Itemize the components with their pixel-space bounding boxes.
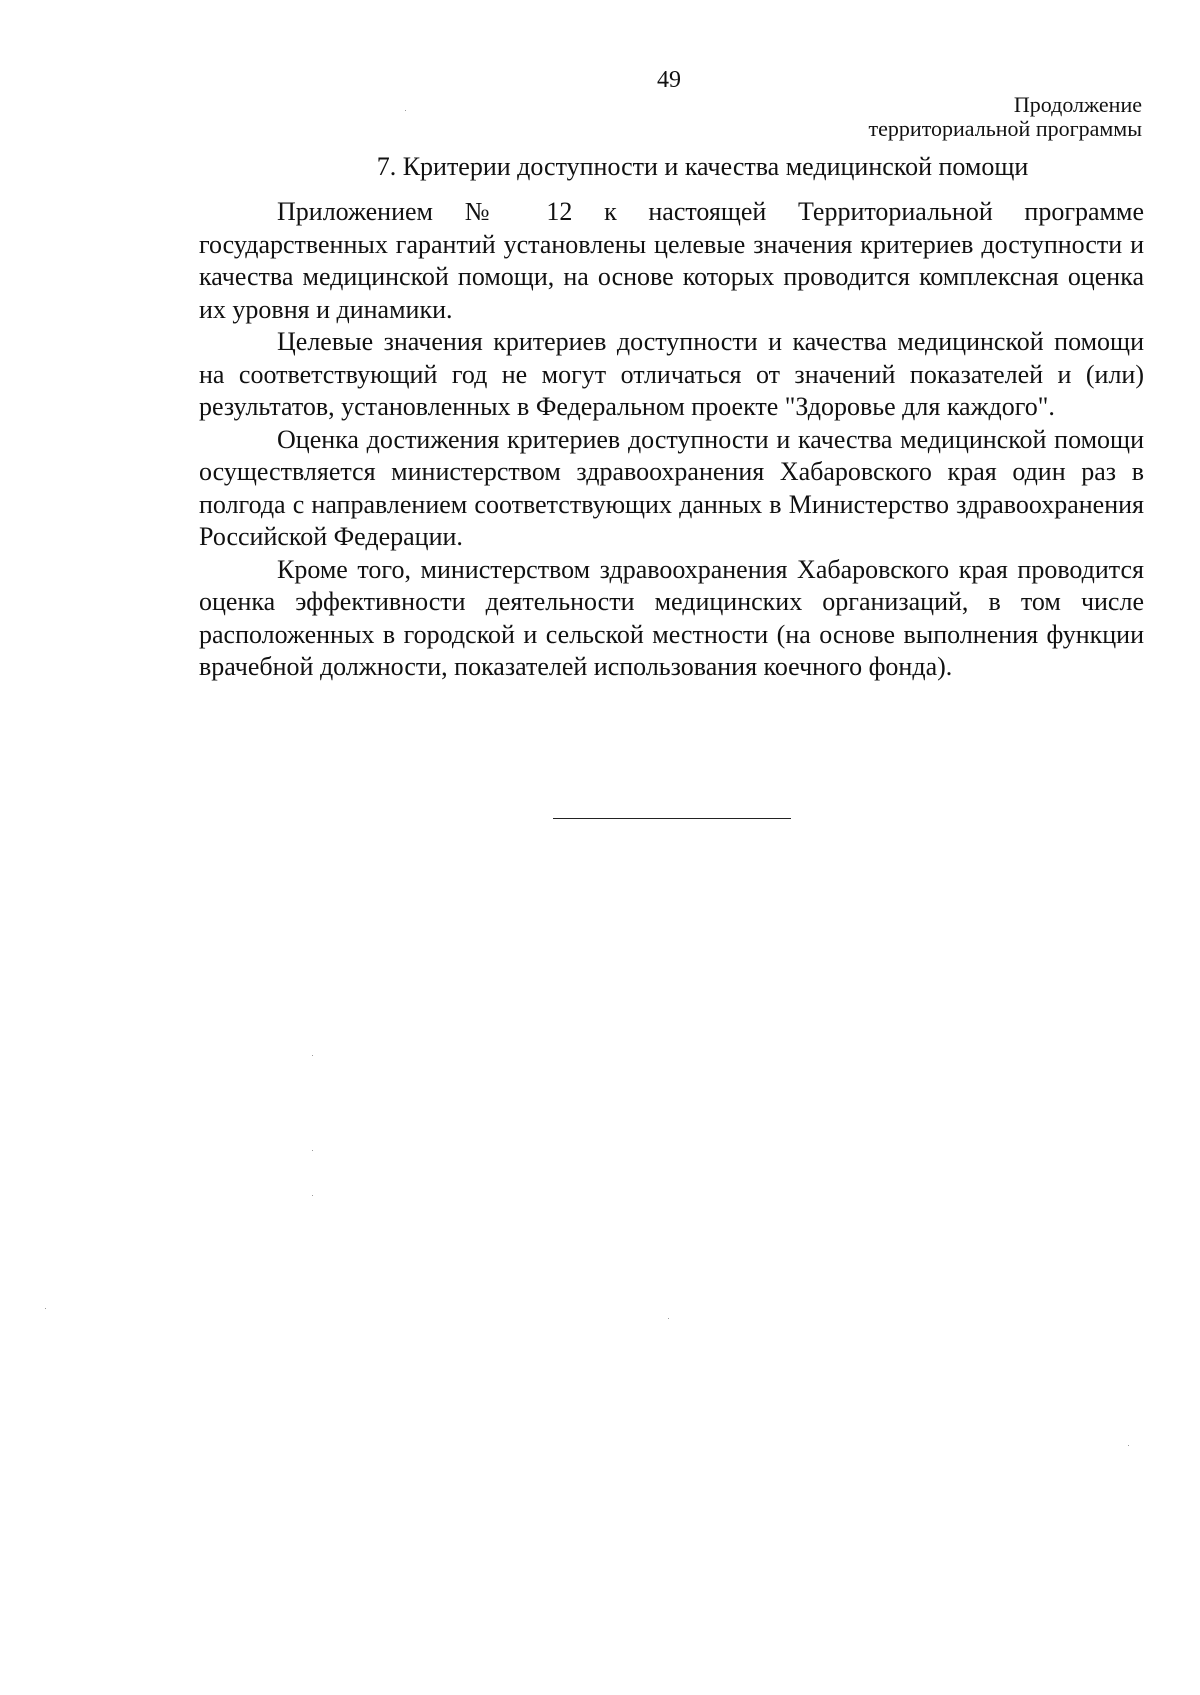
scan-speck — [1128, 1445, 1129, 1446]
scan-speck — [312, 1055, 313, 1056]
paragraph-1: Приложением № 12 к настоящей Территориальной программе государственных гарантий установлены целевые значения критериев доступности и качества медицинской помощи, на основе которых проводится комплексная оценка их уровня и динамики. — [199, 197, 1144, 324]
paragraph-2: Целевые значения критериев доступности и качества медицинской помощи на соответствующий год не могут отличаться от значений показателей и (или) результатов, установленных в Федеральном проекте "Здоровье для каждого". — [199, 327, 1144, 421]
end-of-section-rule — [553, 818, 791, 819]
paragraph-3: Оценка достижения критериев доступности и качества медицинской помощи осуществляется министерством здравоохранения Хабаровского края один раз в полгода с направлением соответствующих данных в Министерство здравоохранения Российской Федерации. — [199, 424, 1144, 551]
scan-speck — [312, 1150, 313, 1151]
paragraph-4: Кроме того, министерством здравоохранения Хабаровского края проводится оценка эффективности деятельности медицинских организаций, в том числе расположенных в городской и сельской местности (на основе выполнения функции врачебной должности, показателей использования коечного фонда). — [199, 554, 1144, 681]
continuation-line-1: Продолжение — [1013, 92, 1142, 117]
continuation-note — [722, 93, 1142, 141]
continuation-line-2: территориальной программы — [868, 116, 1142, 141]
page-number: 49 — [657, 67, 681, 93]
scan-speck — [312, 1195, 313, 1196]
scan-speck — [405, 110, 406, 111]
body-text — [199, 196, 1144, 684]
section-title: 7. Критерии доступности и качества медицинской помощи — [376, 152, 1029, 181]
scan-speck — [668, 1318, 669, 1319]
scan-speck — [45, 1308, 46, 1309]
